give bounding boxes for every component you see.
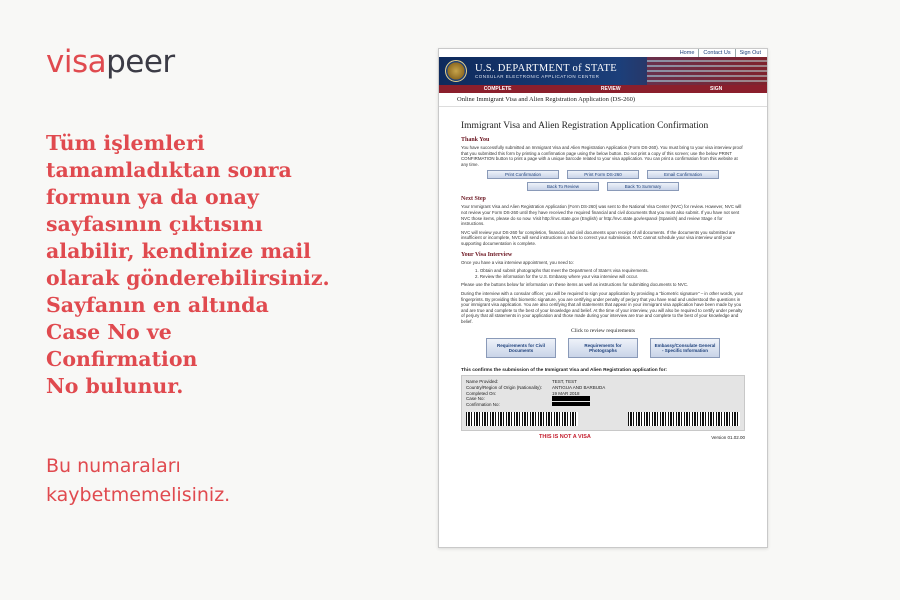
- ds260-confirmation-screenshot: [438, 48, 768, 548]
- application-subtitle: Online Immigrant Visa and Alien Registration Application (DS-260): [439, 93, 767, 107]
- barcode-left: [466, 412, 578, 426]
- photographs-button[interactable]: Requirements for Photographs: [568, 338, 638, 358]
- contact-us-link[interactable]: Contact Us: [698, 49, 730, 57]
- print-confirmation-button[interactable]: Print Confirmation: [487, 170, 559, 179]
- headline-line: tamamladıktan sonra: [46, 158, 292, 182]
- nav-sign[interactable]: SIGN: [710, 86, 723, 92]
- progress-nav: [439, 85, 767, 93]
- back-to-review-button[interactable]: Back To Review: [527, 182, 599, 191]
- banner-subtitle: CONSULAR ELECTRONIC APPLICATION CENTER: [475, 74, 600, 79]
- subtext: [46, 452, 366, 510]
- interview-intro: Once you have a visa interview appointment, you need to:: [461, 259, 574, 265]
- logo-part-visa: visa: [46, 44, 107, 80]
- banner-text: [475, 63, 617, 79]
- next-step-text-2: NVC will review your DS-260 for completion, financial, and civil documents upon receipt of all documents. If the documents you submitted are insufficient or incomplete, NVC will send instructions on how to correct your submission. NVC cannot schedule your visa interview until your supporting documentation is complete.: [461, 229, 736, 246]
- interview-note: Please use the buttons below for information on these items as well as instructions for submitting documents to NVC.: [461, 282, 689, 288]
- list-item: 1. Obtain and submit photographs that meet the Department of State's visa requirements.: [475, 268, 649, 274]
- confirmation-no-redacted: [552, 402, 590, 407]
- review-requirements-title: Click to review requirements: [571, 328, 635, 335]
- page-title: Immigrant Visa and Alien Registration Application Confirmation: [461, 121, 709, 131]
- nav-review[interactable]: REVIEW: [600, 86, 621, 92]
- info-label: Case No:: [466, 396, 485, 402]
- sign-out-link[interactable]: Sign Out: [735, 49, 761, 57]
- print-form-button[interactable]: Print Form DS-260: [567, 170, 639, 179]
- headline-line: Confirmation: [46, 347, 198, 371]
- back-buttons-row: [461, 182, 745, 191]
- email-confirmation-button[interactable]: Email Confirmation: [647, 170, 719, 179]
- thank-you-text: You have successfully submitted an Immigrant Visa and Alien Registration Application (Form DS-260). You must bring to your visa interview proof that you submitted this form by printing a confirmation page using the below button. Do not print a copy of this screen; use the below PRINT CONFIRMATION button to print a page with a unique barcode related to your visa application. You can print a confirmation from this website at any time.: [461, 145, 743, 167]
- headline-line: formun ya da onay: [46, 185, 259, 209]
- confirmation-title: This confirms the submission of the Immigrant Visa and Alien Registration application for:: [461, 368, 668, 374]
- headline-line: sayfasının çıktısını: [46, 212, 263, 236]
- applicant-info-box: [461, 375, 745, 431]
- doc-body: [439, 121, 767, 440]
- headline-line: olarak gönderebilirsiniz.: [46, 266, 330, 290]
- subtext-line: Bu numaraları: [46, 455, 181, 477]
- doc-footer: [461, 434, 745, 440]
- top-links: [439, 49, 767, 57]
- version-label: Version 01.02.00: [711, 434, 745, 440]
- home-link[interactable]: Home: [679, 50, 695, 56]
- banner-title: U.S. DEPARTMENT of STATE: [475, 63, 617, 74]
- logo-part-peer: peer: [106, 44, 175, 80]
- list-item: 2. Review the information for the U.S. Embassy where your visa interview will occur.: [475, 273, 639, 279]
- headline-text: [46, 130, 386, 400]
- headline-line: No bulunur.: [46, 374, 184, 398]
- info-label: Completed On:: [466, 390, 497, 396]
- subtext-line: kaybetmemelisiniz.: [46, 484, 231, 506]
- info-value: 19 MAR 2018: [552, 390, 580, 396]
- next-step-text-1: Your Immigrant Visa and Alien Registration Application (Form DS-260) was sent to the National Visa Center (NVC) for review. However, NVC will not review your Form DS-260 until they have received the required financial and civil documents that you must also submit. If you have not sent NVC those items, please do so now. Visit http://nvc.state.gov (English) or http://nvc.state.gov/espanol (Spanish) and review Stage 4 for instructions.: [461, 204, 742, 227]
- headline-line: Case No ve: [46, 320, 172, 344]
- info-value: ANTIGUA AND BARBUDA: [552, 385, 606, 391]
- visapeer-logo: [46, 44, 175, 80]
- interview-title: Your Visa Interview: [461, 251, 513, 258]
- embassy-info-button[interactable]: Embassy/Consulate General - Specific Information: [650, 338, 720, 358]
- info-label: Confirmation No:: [466, 401, 500, 407]
- info-label: Country/Region of Origin (Nationality):: [466, 385, 543, 391]
- nav-complete[interactable]: COMPLETE: [483, 86, 512, 92]
- info-label: Name Provided:: [466, 379, 499, 385]
- print-buttons-row: [461, 170, 745, 179]
- civil-documents-button[interactable]: Requirements for Civil Documents: [486, 338, 556, 358]
- back-to-summary-button[interactable]: Back To Summary: [607, 182, 679, 191]
- thank-you-title: Thank You: [461, 137, 490, 143]
- barcodes: [466, 412, 740, 426]
- us-seal-icon: [445, 60, 467, 82]
- interview-list: [461, 268, 745, 279]
- state-department-banner: [439, 57, 767, 85]
- requirements-buttons-row: [461, 338, 745, 358]
- flag-stripes: [647, 57, 767, 85]
- headline-line: Sayfanın en altında: [46, 293, 269, 317]
- case-no-redacted: [552, 396, 590, 401]
- interview-text: During the interview with a consular officer, you will be required to sign your application by providing a "biometric signature" – in other words, your fingerprints. By providing this biometric signature, you are certifying under penalty of perjury that you have read and understood the questions in your immigrant visa application. You are also certifying that all statements that appear in your immigrant visa application have been made by you and are true and complete to the best of your knowledge and belief. At the time of your interview, you will also be required to certify under penalty of perjury that all statements in your application and those made during your interview are true and complete to the best of your knowledge and belief.: [461, 290, 743, 324]
- not-a-visa-notice: THIS IS NOT A VISA: [539, 434, 591, 441]
- headline-line: Tüm işlemleri: [46, 131, 205, 155]
- info-row: [466, 402, 740, 408]
- barcode-right: [628, 412, 740, 426]
- next-step-title: Next Step: [461, 196, 486, 203]
- headline-line: alabilir, kendinize mail: [46, 239, 311, 263]
- info-value: TEST, TEST: [552, 379, 577, 385]
